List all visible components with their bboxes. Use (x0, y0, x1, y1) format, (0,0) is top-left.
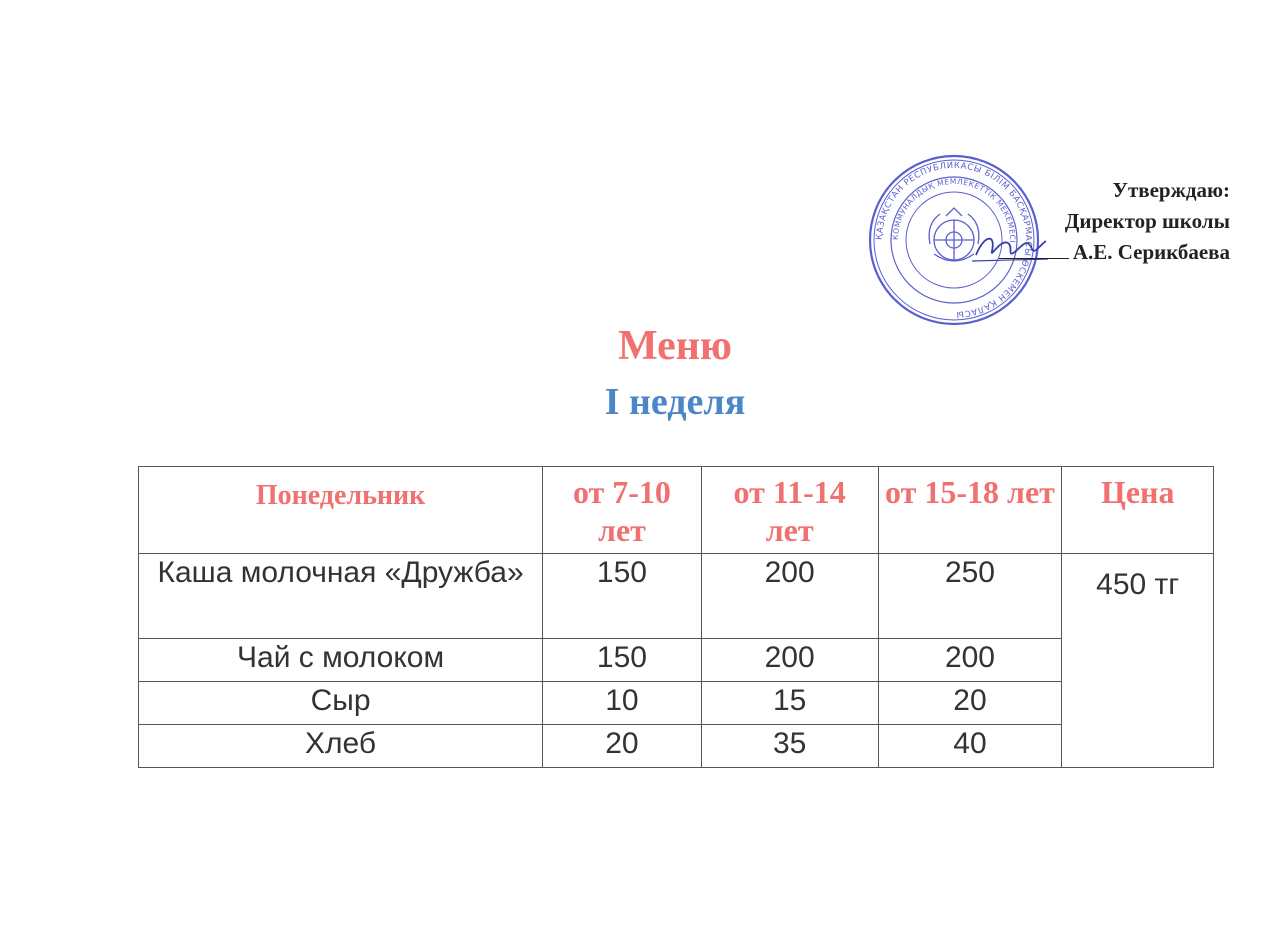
table-header-row (139, 467, 1214, 554)
approval-block (999, 175, 1230, 268)
portion-7-10: 150 (543, 639, 702, 682)
portion-7-10: 10 (543, 682, 702, 725)
table-row (139, 682, 1214, 725)
approval-label: Утверждаю: (1112, 178, 1230, 202)
portion-7-10: 150 (543, 554, 702, 639)
menu-title: Меню (617, 323, 733, 369)
portion-11-14: 200 (701, 639, 878, 682)
header-age-7-10: от 7-10 лет (543, 467, 702, 554)
price-cell: 450 тг (1062, 554, 1214, 768)
portion-15-18: 20 (878, 682, 1062, 725)
dish-name: Хлеб (139, 725, 543, 768)
portion-15-18: 200 (878, 639, 1062, 682)
approval-signatory (999, 237, 1230, 268)
svg-text:ҚАЗАҚСТАН РЕСПУБЛИКАСЫ БІЛІМ Б: ҚАЗАҚСТАН РЕСПУБЛИКАСЫ БІЛІМ БАСҚАРМАСЫ ӨСКЕМЕН ҚАЛАСЫ (874, 160, 1034, 320)
portion-15-18: 250 (878, 554, 1062, 639)
header-age-15-18: от 15-18 лет (878, 467, 1062, 554)
header-price: Цена (1062, 467, 1214, 554)
dish-name: Чай с молоком (139, 639, 543, 682)
header-day: Понедельник (139, 467, 543, 554)
approval-position: Директор школы (1064, 209, 1230, 233)
portion-7-10: 20 (543, 725, 702, 768)
portion-15-18: 40 (878, 725, 1062, 768)
week-title: I неделя (604, 381, 746, 423)
portion-11-14: 35 (701, 725, 878, 768)
menu-table (138, 466, 1214, 768)
dish-name: Каша молочная «Дружба» (139, 554, 543, 639)
portion-11-14: 15 (701, 682, 878, 725)
signature-line (999, 258, 1069, 259)
director-name: А.Е. Серикбаева (1072, 240, 1230, 264)
table-row (139, 554, 1214, 639)
portion-11-14: 200 (701, 554, 878, 639)
svg-text:КОММУНАЛДЫҚ МЕМЛЕКЕТТІК МЕКЕМЕ: КОММУНАЛДЫҚ МЕМЛЕКЕТТІК МЕКЕМЕСІ (890, 176, 1018, 244)
header-age-11-14: от 11-14 лет (701, 467, 878, 554)
table-row (139, 639, 1214, 682)
table-row (139, 725, 1214, 768)
dish-name: Сыр (139, 682, 543, 725)
